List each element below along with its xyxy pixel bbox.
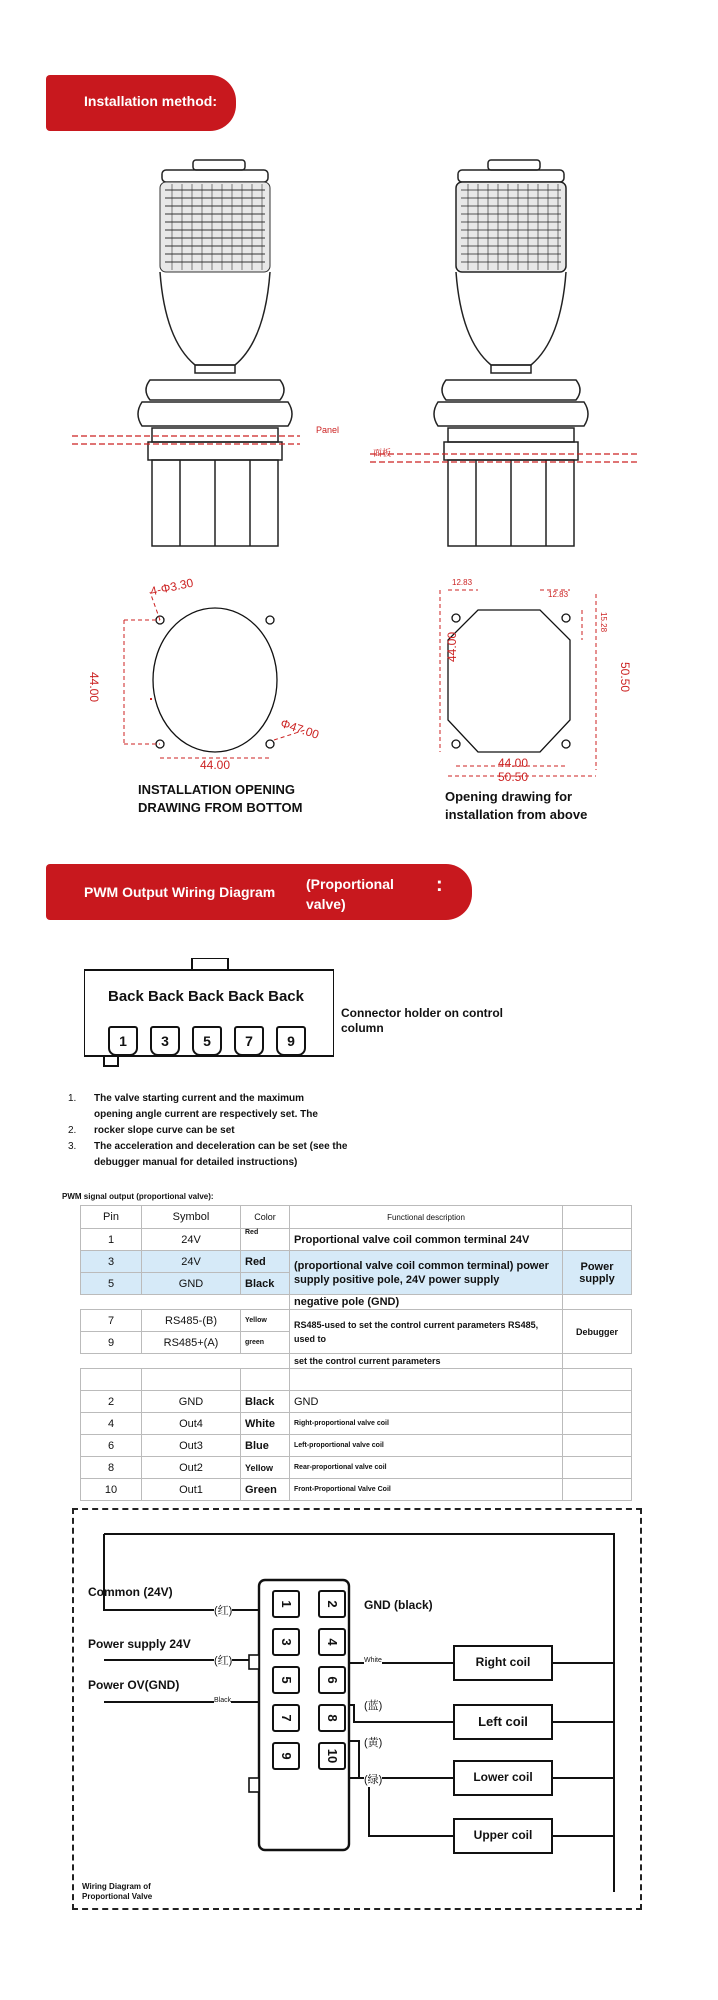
caption-right: Opening drawing for installation from above (445, 789, 588, 822)
plug-pin: 7 (272, 1704, 300, 1732)
note-number: 1. (68, 1093, 77, 1104)
note-item (68, 1108, 388, 1122)
right-coil: Right coil (475, 1655, 531, 1669)
section-banner-installation (46, 75, 236, 131)
plug-pin: 4 (318, 1628, 346, 1656)
note-text: The acceleration and deceleration can be set (see the (94, 1141, 348, 1152)
grip-texture (160, 182, 270, 272)
section-dots: : (436, 874, 443, 896)
connector-pin: 3 (150, 1026, 180, 1056)
table-row: 9 RS485+(A) green (81, 1332, 632, 1354)
panel-line-left (72, 436, 300, 444)
plug-pin: 8 (318, 1704, 346, 1732)
dim-diameter: Φ47.00 (278, 716, 321, 742)
plug-pin: 3 (272, 1628, 300, 1656)
note-item (68, 1092, 388, 1106)
panel-label-cn: 面板 (373, 448, 392, 458)
opening-drawings (0, 570, 718, 790)
lower-coil: Lower coil (473, 1770, 533, 1784)
upper-coil: Upper coil (473, 1828, 533, 1842)
section-subtitle: (Proportional valve) (306, 876, 394, 912)
header-color: Color (241, 1206, 290, 1229)
label-power0: Power OV(GND) (88, 1678, 180, 1692)
label-red-2: (红) (214, 1652, 232, 1668)
table-row-extra: negative pole (GND) (81, 1295, 632, 1310)
table-row: 2 GND Black GND (81, 1391, 632, 1413)
connector-pin: 9 (276, 1026, 306, 1056)
caption-left: INSTALLATION OPENING DRAWING FROM BOTTOM (138, 782, 303, 815)
label-gnd: GND (black) (364, 1598, 433, 1612)
dim-width2-right: 50.50 (498, 770, 529, 784)
label-black: Black (214, 1697, 232, 1704)
header-desc: Functional description (290, 1206, 563, 1229)
dim-small-r: 15.28 (599, 612, 608, 633)
opening-right (448, 610, 570, 752)
note-text: The valve starting current and the maximum (94, 1093, 305, 1104)
label-common: Common (24V) (88, 1585, 173, 1599)
header-pin: Pin (81, 1206, 142, 1229)
note-number: 3. (68, 1141, 77, 1152)
plug-pin: 9 (272, 1742, 300, 1770)
dim-height-left: 44.00 (87, 672, 101, 703)
header-group (563, 1206, 632, 1229)
note-item (68, 1140, 388, 1154)
table-row: 6 Out3 Blue Left-proportional valve coil (81, 1435, 632, 1457)
table-row: 5 GND Black (81, 1273, 632, 1295)
header-symbol: Symbol (142, 1206, 241, 1229)
dim-hole: 4-Φ3.30 (149, 575, 195, 599)
label-yellow: (黄) (364, 1734, 382, 1750)
group-power: Power supply (563, 1251, 632, 1295)
connector-header: Back Back Back Back Back (108, 988, 304, 1005)
connector-pin: 5 (192, 1026, 222, 1056)
dim-top-left: 12.83 (452, 578, 473, 587)
plug-pin: 2 (318, 1590, 346, 1618)
note-item (68, 1156, 388, 1170)
joystick-drawings (0, 140, 718, 590)
table-row-extra: set the control current parameters (81, 1354, 632, 1369)
note-item (68, 1124, 388, 1138)
plug-pin: 10 (318, 1742, 346, 1770)
dim-width-left: 44.00 (200, 758, 231, 772)
signal-table-title: PWM signal output (proportional valve): (62, 1192, 214, 1201)
dim-width-right: 44.00 (498, 756, 529, 770)
label-blue: (蓝) (364, 1697, 382, 1713)
note-text: opening angle current are respectively set. The (94, 1109, 318, 1120)
dim-top-right: 12.83 (548, 590, 569, 599)
table-row: 7 RS485-(B) Yellow RS485-used to set the control current parameters RS485, used to Debugger (81, 1310, 632, 1332)
wiring-diagram (72, 1508, 642, 1910)
table-row: 10 Out1 Green Front-Proportional Valve Coil (81, 1479, 632, 1501)
label-red-1: (红) (214, 1602, 232, 1618)
opening-left (153, 608, 277, 752)
wiring-lines (74, 1510, 640, 1908)
note-text: rocker slope curve can be set (94, 1125, 235, 1136)
label-green: (绿) (364, 1771, 382, 1787)
panel-line-right (370, 454, 640, 462)
dim-height2-right: 50.50 (618, 662, 632, 693)
dim-height-right: 44.00 (445, 631, 459, 662)
coil-boxes (454, 1646, 552, 1853)
table-row: 8 Out2 Yellow Rear-proportional valve coil (81, 1457, 632, 1479)
plug-pin: 6 (318, 1666, 346, 1694)
panel-label: Panel (316, 425, 340, 435)
group-debugger: Debugger (563, 1310, 632, 1354)
joystick-right (434, 160, 588, 546)
label-power24: Power supply 24V (88, 1637, 191, 1651)
plug-pin: 5 (272, 1666, 300, 1694)
table-row: 3 24V Red (proportional valve coil common terminal) power supply positive pole, 24V power supply Power supply (81, 1251, 632, 1273)
section-title: Installation method: (84, 93, 217, 109)
signal-table (80, 1205, 632, 1501)
table-header (81, 1206, 632, 1229)
plug-pin: 1 (272, 1590, 300, 1618)
label-white: White (364, 1657, 382, 1664)
left-coil: Left coil (478, 1714, 528, 1729)
section-banner-pwm (46, 864, 472, 920)
connector-pin: 7 (234, 1026, 264, 1056)
connector-note: Connector holder on control column (341, 1006, 503, 1035)
note-number: 2. (68, 1125, 77, 1136)
table-row: 1 24V Red Proportional valve coil common terminal 24V (81, 1229, 632, 1251)
wiring-caption: Wiring Diagram of Proportional Valve (82, 1882, 153, 1901)
notes-list (68, 1092, 388, 1172)
plug-pins (272, 1590, 356, 1770)
joystick-left (138, 160, 292, 546)
note-text: debugger manual for detailed instructions) (94, 1157, 298, 1168)
section-title: PWM Output Wiring Diagram (84, 884, 276, 900)
connector-pin: 1 (108, 1026, 138, 1056)
table-row-spacer (81, 1369, 632, 1391)
table-row: 4 Out4 White Right-proportional valve coil (81, 1413, 632, 1435)
